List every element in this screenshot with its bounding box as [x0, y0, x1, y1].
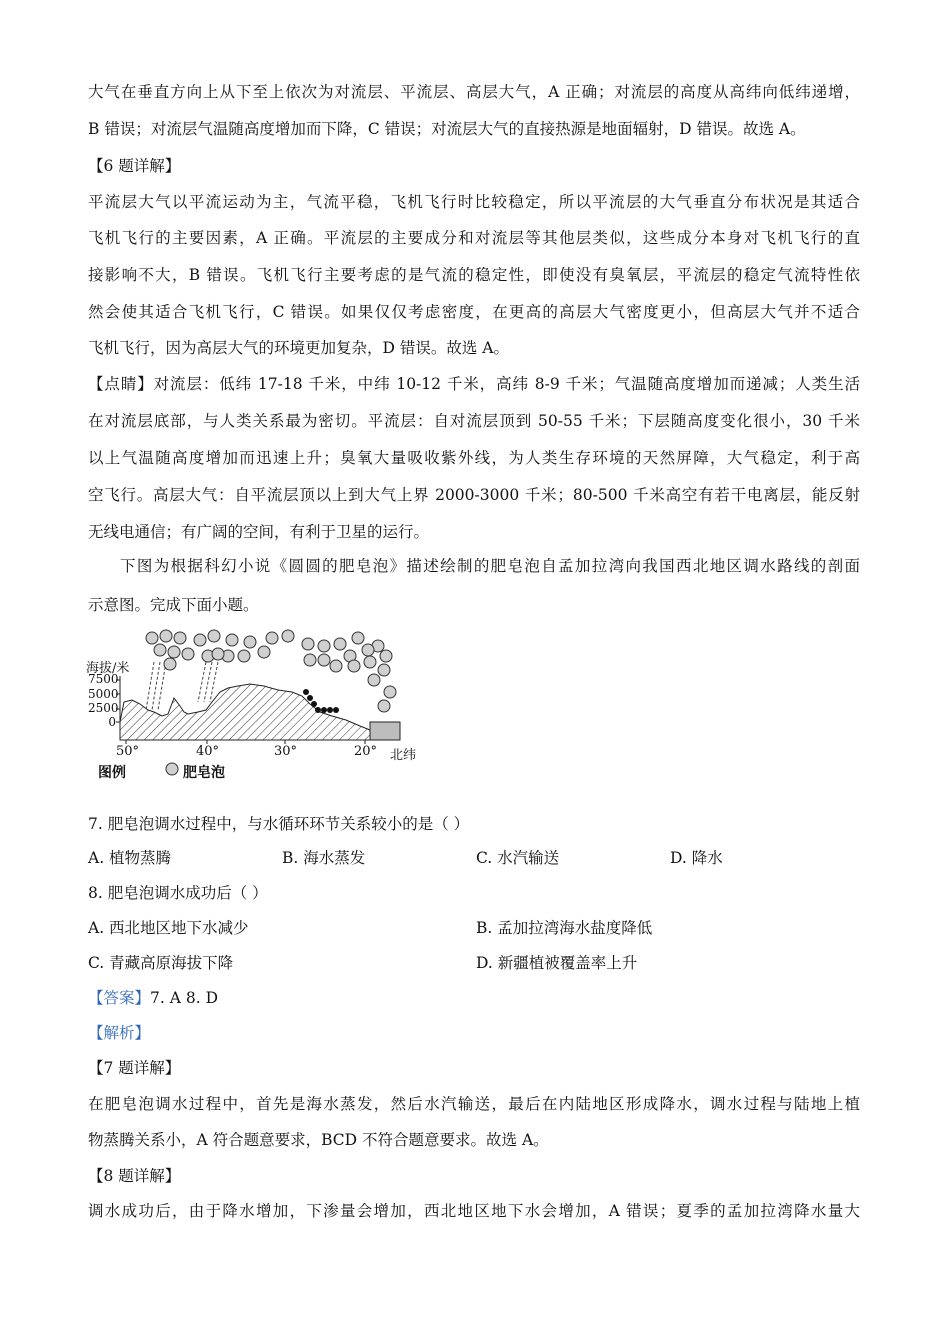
intro-line: 下图为根据科幻小说《圆圆的肥皂泡》描述绘制的肥皂泡自孟加拉湾向我国西北地区调水路线的剖面 — [120, 557, 860, 575]
note-line: 【点睛】对流层：低纬 17-18 千米，中纬 10-12 千米，高纬 8-9 千米；气温随高度增加而递减；人类生活 — [88, 375, 860, 393]
profile-figure — [88, 626, 418, 786]
question-7-option-c: C. 水汽输送 — [476, 849, 560, 867]
answer-line — [88, 988, 218, 1008]
paragraph-line: 平流层大气以平流运动为主，气流平稳，飞机飞行时比较稳定，所以平流层的大气垂直分布状况是其适合 — [88, 193, 860, 211]
x-axis-unit: 北纬 — [390, 748, 417, 763]
x-tick: 30° — [274, 744, 298, 759]
legend-bubble-icon — [166, 763, 178, 775]
y-tick: 2500 — [88, 701, 119, 715]
intro-line: 示意图。完成下面小题。 — [88, 596, 259, 614]
note-line: 在对流层底部，与人类关系最为密切。平流层：自对流层顶到 50-55 千米；下层随高度变化很小，30 千米 — [88, 412, 860, 430]
x-tick: 50° — [116, 744, 140, 759]
question-8-option-d: D. 新疆植被覆盖率上升 — [476, 954, 638, 972]
question-8-stem: 8. 肥皂泡调水成功后（ ） — [88, 884, 268, 902]
y-tick: 7500 — [88, 672, 119, 686]
question-8-option-a: A. 西北地区地下水减少 — [88, 919, 249, 937]
note-line: 以上气温随高度增加而迅速上升；臭氧大量吸收紫外线，为人类生存环境的天然屏障，大气稳定，利于高 — [88, 449, 860, 467]
paragraph-line: 调水成功后，由于降水增加，下渗量会增加，西北地区地下水会增加，A 错误；夏季的孟加拉湾降水量大 — [88, 1202, 860, 1220]
paragraph-line: B 错误；对流层气温随高度增加而下降，C 错误；对流层大气的直接热源是地面辐射，D 错误。故选 A。 — [88, 120, 806, 138]
legend-label: 肥皂泡 — [183, 765, 225, 781]
paragraph-line: 大气在垂直方向上从下至上依次为对流层、平流层、高层大气，A 正确；对流层的高度从高纬向低纬递增， — [88, 83, 860, 101]
sea-block — [370, 722, 400, 740]
question-8-option-b: B. 孟加拉湾海水盐度降低 — [476, 919, 653, 937]
analysis-tag: 【解析】 — [88, 1024, 151, 1042]
question-7-option-b: B. 海水蒸发 — [282, 849, 366, 867]
paragraph-line: 在肥皂泡调水过程中，首先是海水蒸发，然后水汽输送，最后在内陆地区形成降水，调水过程与陆地上植 — [88, 1095, 860, 1113]
answer-tag: 【答案】 — [88, 989, 151, 1007]
answer-text: 7. A 8. D — [150, 989, 218, 1007]
x-tick: 40° — [196, 744, 220, 759]
paragraph-line: 飞机飞行，因为高层大气的环境更加复杂，D 错误。故选 A。 — [88, 339, 509, 357]
section-heading-q6: 【6 题详解】 — [88, 157, 181, 175]
question-7-option-a: A. 植物蒸腾 — [88, 849, 172, 867]
note-line: 无线电通信；有广阔的空间，有利于卫星的运行。 — [88, 523, 430, 541]
paragraph-line: 飞机飞行的主要因素，A 正确。平流层的主要成分和对流层等其他层类似，这些成分本身对飞机飞行的直 — [88, 229, 860, 247]
rain-streaks — [146, 662, 218, 710]
note-line: 空飞行。高层大气：自平流层顶以上到大气上界 2000-3000 千米；80-500 千米高空有若干电离层，能反射 — [88, 486, 860, 504]
question-8-option-c: C. 青藏高原海拔下降 — [88, 954, 234, 972]
question-7-stem: 7. 肥皂泡调水过程中，与水循环环节关系较小的是（ ） — [88, 815, 470, 833]
terrain-profile — [120, 684, 400, 740]
y-tick: 0 — [108, 715, 116, 729]
paragraph-line: 物蒸腾关系小，A 符合题意要求，BCD 不符合题意要求。故选 A。 — [88, 1131, 549, 1149]
section-heading-q8: 【8 题详解】 — [88, 1167, 181, 1185]
x-tick: 20° — [354, 744, 378, 759]
profile-diagram — [88, 626, 418, 786]
section-heading-q7: 【7 题详解】 — [88, 1059, 181, 1077]
question-7-option-d: D. 降水 — [670, 849, 723, 867]
paragraph-line: 然会使其适合飞机飞行，C 错误。如果仅仅考虑密度，在更高的高层大气密度更小，但高层大气并不适合 — [88, 303, 860, 321]
y-tick: 5000 — [88, 687, 119, 701]
legend-prefix: 图例 — [98, 765, 126, 781]
y-axis-title: 海拔/米 — [86, 661, 130, 676]
paragraph-line: 接影响不大，B 错误。飞机飞行主要考虑的是气流的稳定性，即使没有臭氧层，平流层的稳定气流特性依 — [88, 266, 860, 284]
